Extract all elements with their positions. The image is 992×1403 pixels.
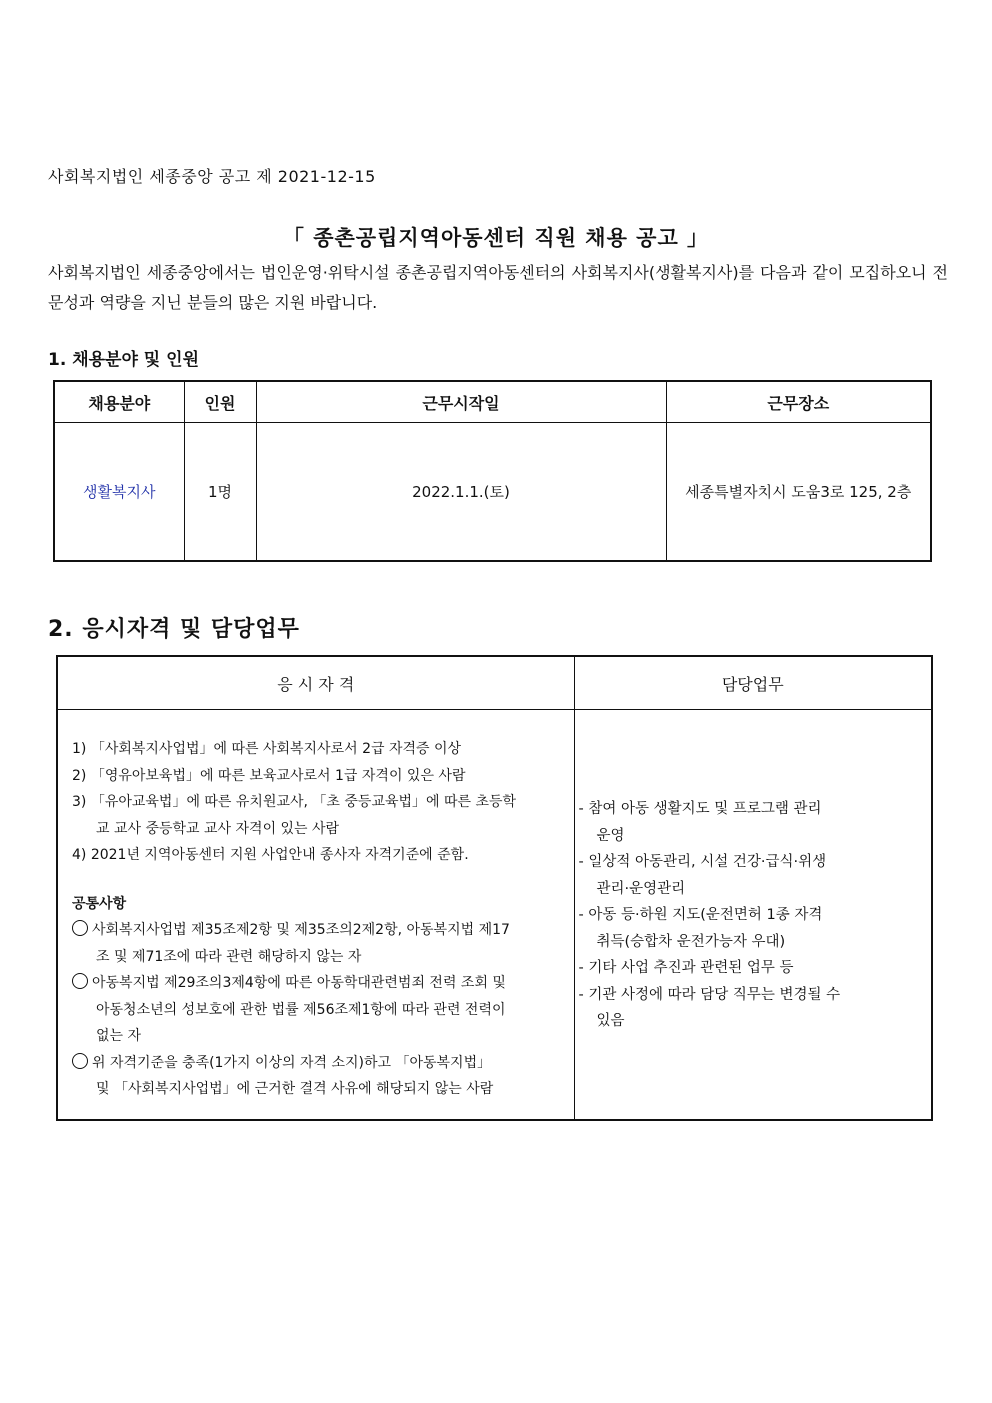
col-duties: 담당업무 xyxy=(574,656,932,710)
table-header-row xyxy=(54,381,931,423)
common-title: 공통사항 xyxy=(72,895,127,912)
table-header-row xyxy=(57,656,932,710)
duty-item-cont: 관리·운영관리 xyxy=(596,880,686,897)
common-item-cont: 없는 자 xyxy=(96,1028,142,1044)
col-location: 근무장소 xyxy=(666,381,931,423)
qualification-table xyxy=(56,655,933,1121)
duty-item-cont: 있음 xyxy=(596,1013,625,1029)
requirements-cell xyxy=(57,710,574,1120)
section1-heading: 1. 채용분야 및 인원 xyxy=(48,350,199,370)
col-field: 채용분야 xyxy=(54,381,184,423)
duty-item: - 기타 사업 추진과 관련된 업무 등 xyxy=(578,960,794,976)
duty-item-cont: 운영 xyxy=(596,827,625,844)
duty-item: - 아동 등·하원 지도(운전면허 1종 자격 xyxy=(578,907,823,923)
notice-number: 사회복지법인 세종중앙 공고 제 2021-12-15 xyxy=(48,167,376,186)
common-item-cont: 아동청소년의 성보호에 관한 법률 제56조제1항에 따라 관련 전력이 xyxy=(96,1001,506,1018)
col-count: 인원 xyxy=(184,381,256,423)
requirement-item: 4) 2021년 지역아동센터 지원 사업안내 종사자 자격기준에 준함. xyxy=(72,847,469,863)
page-title: 「 종촌공립지역아동센터 직원 채용 공고 」 xyxy=(282,226,710,250)
circle-bullet-icon xyxy=(72,1053,88,1069)
circle-bullet-icon xyxy=(72,920,88,936)
duty-item-cont: 취득(승합차 운전가능자 우대) xyxy=(596,933,786,950)
intro-paragraph: 사회복지법인 세종중앙에서는 법인운영·위탁시설 종촌공립지역아동센터의 사회복지사(생활복지사)를 다음과 같이 모집하오니 전문성과 역량을 지닌 분들의 많은 지원 바랍니다. xyxy=(48,263,948,312)
common-item: 위 자격기준을 충족(1가지 이상의 자격 소지)하고 「아동복지법」 xyxy=(72,1050,554,1077)
requirement-item: 1) 「사회복지사업법」에 따른 사회복지사로서 2급 자격증 이상 xyxy=(72,741,462,757)
circle-bullet-icon xyxy=(72,973,88,989)
requirement-item-cont: 교 교사 중등학교 교사 자격이 있는 사람 xyxy=(96,820,340,837)
cell-start-date: 2022.1.1.(토) xyxy=(256,423,666,562)
common-item: 사회복지사업법 제35조제2항 및 제35조의2제2항, 아동복지법 제17 xyxy=(72,917,554,944)
col-start-date: 근무시작일 xyxy=(256,381,666,423)
cell-field: 생활복지사 xyxy=(54,423,184,562)
requirement-item: 2) 「영유아보육법」에 따른 보육교사로서 1급 자격이 있은 사람 xyxy=(72,767,466,784)
duty-item: - 참여 아동 생활지도 및 프로그램 관리 xyxy=(578,801,822,817)
requirement-item: 3) 「유아교육법」에 따른 유치원교사, 「초 중등교육법」에 따른 초등학 xyxy=(72,794,517,810)
duty-item: - 일상적 아동관리, 시설 건강·급식·위생 xyxy=(578,854,827,870)
duty-item: - 기관 사정에 따라 담당 직무는 변경될 수 xyxy=(578,986,841,1003)
common-item-cont: 조 및 제71조에 따라 관련 해당하지 않는 자 xyxy=(96,948,362,965)
table-row xyxy=(54,423,931,562)
recruitment-table xyxy=(53,380,932,562)
common-item: 아동복지법 제29조의3제4항에 따른 아동학대관련범죄 전력 조회 및 xyxy=(72,970,554,997)
common-item-cont: 및 「사회복지사업법」에 근거한 결격 사유에 해당되지 않는 사람 xyxy=(96,1081,494,1097)
cell-count: 1명 xyxy=(184,423,256,562)
col-requirements: 응 시 자 격 xyxy=(57,656,574,710)
cell-location: 세종특별자치시 도움3로 125, 2층 xyxy=(666,423,931,562)
section2-heading: 2. 응시자격 및 담당업무 xyxy=(48,617,300,642)
duties-cell xyxy=(574,710,932,1120)
table-row xyxy=(57,710,932,1120)
